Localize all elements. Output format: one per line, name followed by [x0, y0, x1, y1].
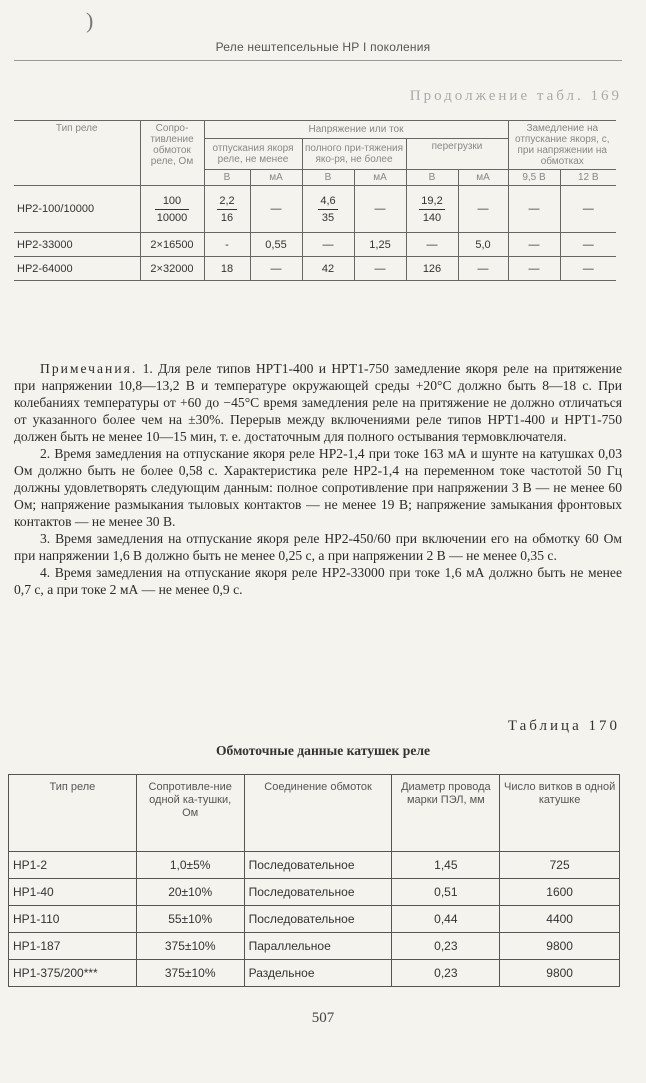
table-row [9, 960, 620, 987]
cell-delay-12v: — [560, 186, 616, 233]
cell-turns: 9800 [500, 933, 620, 960]
cell-connection: Раздельное [244, 960, 392, 987]
fraction-denominator: 16 [220, 211, 234, 224]
cell-release-ma: — [250, 186, 302, 233]
table-row [14, 186, 616, 233]
note-1: 1. Для реле типов НРТ1-400 и НРТ1-750 замедление якоря реле на притяжение при напряжении 10,8—13,2 В и температуре окружающей среды +20°С должно быть 8—18 с. При колебаниях температуры от +60 до −45°С время замедления реле на притяжение не должно отличаться от указанного более чем на ±30%. Перерыв между включениями реле типов НРТ1-400 и НРТ1-750 должен быть не менее 10—15 мин, т. е. достаточным для полного остывания термовключателя. [14, 361, 622, 444]
table-title: Обмоточные данные катушек реле [215, 743, 431, 758]
cell-overload-ma: — [458, 186, 508, 233]
cell-resistance: 375±10% [136, 933, 244, 960]
unit-9-5v: 9,5 В [508, 170, 560, 186]
cell-resistance: 2×32000 [140, 257, 204, 281]
header-type: Тип реле [9, 775, 137, 852]
cell-type: НР1-2 [9, 852, 137, 879]
fraction-denominator: 140 [422, 211, 442, 224]
cell-wire-diameter: 0,51 [392, 879, 500, 906]
note-2: 2. Время замедления на отпускание якоря реле НР2-1,4 при токе 163 мА и шунте на катушках 0,03 Ом должно быть не более 0,58 с. Характеристика реле НР2-1,4 на переменном токе частотой 50 Гц должны удовлетворять следующим данным: полное сопротивление при напряжении 3 В — не менее 60 Ом; напряжение размыкания тыловых контактов — не менее 19 В; напряжение замыкания фронтовых контактов — не менее 30 В. [14, 446, 622, 529]
cell-delay-9-5v: — [508, 233, 560, 257]
table-row [9, 906, 620, 933]
header-voltage-group: Напряжение или ток [204, 121, 508, 139]
cell-type: НР2-33000 [14, 233, 140, 257]
cell-release-ma: 0,55 [250, 233, 302, 257]
cell-overload-ma: — [458, 257, 508, 281]
running-title: Реле нештепсельные НР I поколения [215, 40, 431, 54]
unit-v: В [302, 170, 354, 186]
header-wire-diameter: Диаметр провода марки ПЭЛ, мм [392, 775, 500, 852]
table-continued-label: Продолжение табл. 169 [409, 88, 622, 104]
cell-resistance: 2×16500 [140, 233, 204, 257]
unit-ma: мА [354, 170, 406, 186]
fraction-denominator: 10000 [156, 211, 188, 224]
header-resistance: Сопро-тивление обмоток реле, Ом [140, 121, 204, 186]
table-169 [14, 120, 616, 281]
cell-full-v: — [302, 233, 354, 257]
cell-overload-ma: 5,0 [458, 233, 508, 257]
cell-turns: 9800 [500, 960, 620, 987]
cell-wire-diameter: 1,45 [392, 852, 500, 879]
cell-wire-diameter: 0,23 [392, 960, 500, 987]
header-release: отпускания якоря реле, не менее [204, 139, 302, 170]
cell-overload-v: 126 [406, 257, 458, 281]
cell-release-v [204, 186, 250, 233]
unit-v: В [406, 170, 458, 186]
unit-v: В [204, 170, 250, 186]
cell-delay-9-5v: — [508, 186, 560, 233]
note-paragraph [14, 360, 622, 445]
cell-connection: Последовательное [244, 852, 392, 879]
unit-ma: мА [250, 170, 302, 186]
cell-type: НР1-375/200*** [9, 960, 137, 987]
fraction-denominator: 35 [321, 211, 335, 224]
table-row [9, 852, 620, 879]
unit-12v: 12 В [560, 170, 616, 186]
cell-delay-12v: — [560, 233, 616, 257]
cell-delay-9-5v: — [508, 257, 560, 281]
notes-section [14, 360, 622, 598]
cell-resistance: 55±10% [136, 906, 244, 933]
notes-label: Примечания. [40, 361, 138, 376]
cell-overload-v [406, 186, 458, 233]
cell-type: НР2-64000 [14, 257, 140, 281]
cell-resistance: 375±10% [136, 960, 244, 987]
cell-full-v: 42 [302, 257, 354, 281]
cell-resistance: 1,0±5% [136, 852, 244, 879]
cell-wire-diameter: 0,23 [392, 933, 500, 960]
cell-turns: 4400 [500, 906, 620, 933]
cell-release-v: - [204, 233, 250, 257]
cell-type: НР1-187 [9, 933, 137, 960]
cell-connection: Параллельное [244, 933, 392, 960]
fraction-numerator: 100 [155, 193, 190, 210]
header-full-attract: полного при-тяжения яко-ря, не более [302, 139, 406, 170]
cell-full-ma: — [354, 186, 406, 233]
cell-resistance: 20±10% [136, 879, 244, 906]
page-number: 507 [311, 1010, 335, 1026]
fraction-numerator: 19,2 [419, 193, 444, 210]
note-4: 4. Время замедления на отпускание якоря реле НР2-33000 при токе 1,6 мА должно быть не менее 0,7 с, а при токе 2 мА — не менее 0,9 с. [14, 565, 622, 597]
margin-mark: ) [86, 8, 94, 33]
cell-type: НР1-40 [9, 879, 137, 906]
cell-full-ma: 1,25 [354, 233, 406, 257]
cell-type: НР1-110 [9, 906, 137, 933]
cell-full-ma: — [354, 257, 406, 281]
cell-type: НР2-100/10000 [14, 186, 140, 233]
table-row [14, 233, 616, 257]
cell-resistance [140, 186, 204, 233]
header-rule [14, 60, 622, 61]
cell-turns: 725 [500, 852, 620, 879]
cell-release-v: 18 [204, 257, 250, 281]
fraction-numerator: 2,2 [217, 193, 236, 210]
unit-ma: мА [458, 170, 508, 186]
header-overload: перегрузки [406, 139, 508, 170]
table-row [9, 933, 620, 960]
cell-full-v [302, 186, 354, 233]
table-170 [8, 774, 620, 987]
cell-delay-12v: — [560, 257, 616, 281]
cell-overload-v: — [406, 233, 458, 257]
header-type: Тип реле [14, 121, 140, 186]
table-row [14, 257, 616, 281]
header-connection: Соединение обмоток [244, 775, 392, 852]
cell-wire-diameter: 0,44 [392, 906, 500, 933]
cell-connection: Последовательное [244, 879, 392, 906]
header-turns: Число витков в одной катушке [500, 775, 620, 852]
table-number: Таблица 170 [507, 718, 620, 734]
cell-connection: Последовательное [244, 906, 392, 933]
fraction-numerator: 4,6 [318, 193, 337, 210]
table-row [9, 879, 620, 906]
header-delay-group: Замедление на отпускание якоря, с, при напряжении на обмотках [508, 121, 616, 170]
cell-turns: 1600 [500, 879, 620, 906]
note-3: 3. Время замедления на отпускание якоря реле НР2-450/60 при включении его на обмотку 60 Ом при напряжении 1,6 В должно быть не менее 0,25 с, а при напряжении 2 В — не менее 0,35 с. [14, 531, 622, 563]
header-resistance: Сопротивле-ние одной ка-тушки, Ом [136, 775, 244, 852]
cell-release-ma: — [250, 257, 302, 281]
